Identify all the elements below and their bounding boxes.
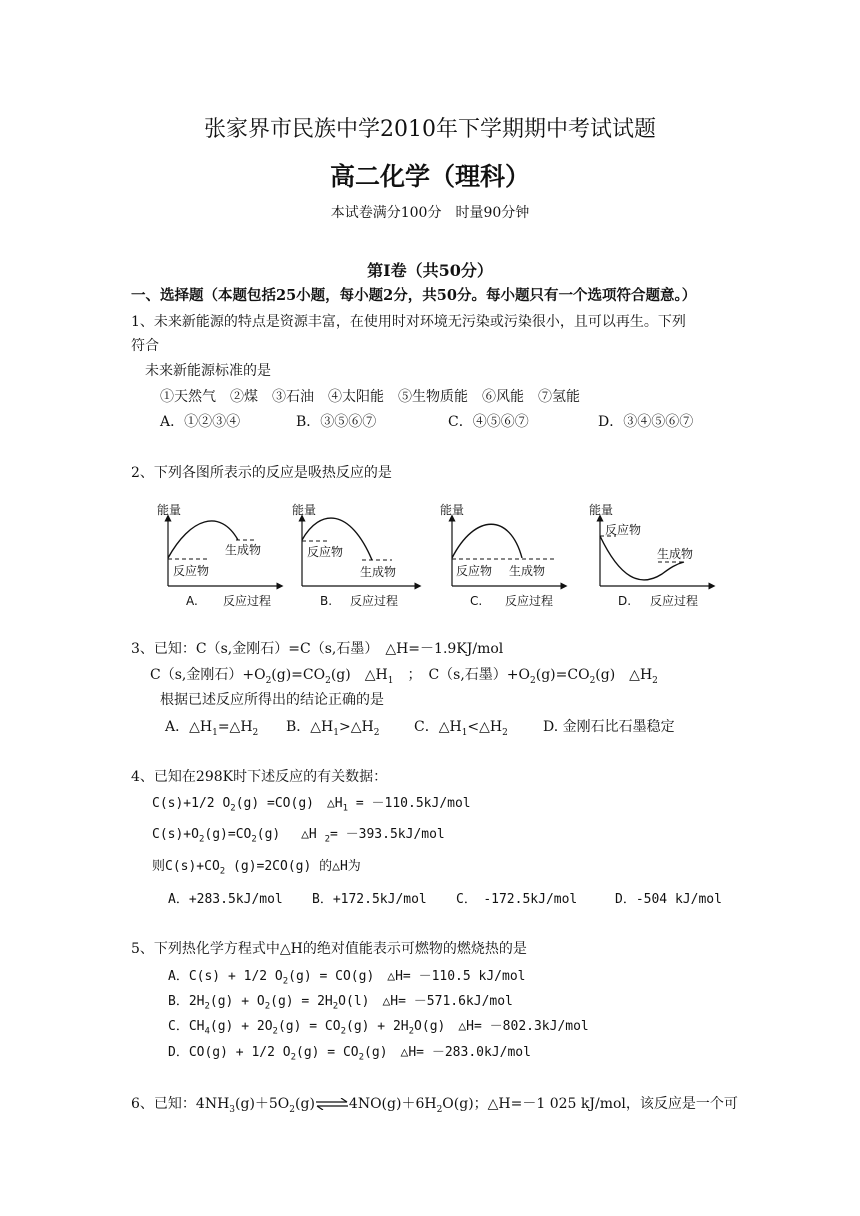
diagram-a — [157, 502, 280, 608]
exam-subtitle: 高二化学（理科） — [329, 162, 530, 191]
q1-line1: 1、未来新能源的特点是资源丰富，在使用时对环境无污染或污染很小，且可以再生。下列 — [131, 314, 686, 330]
q1-option-a: A．①②③④ — [160, 414, 241, 430]
equilibrium-arrow-icon — [315, 1098, 349, 1110]
diagram-c — [440, 502, 564, 608]
q1-items: ①天然气 ②煤 ③石油 ④太阳能 ⑤生物质能 ⑥风能 ⑦氢能 — [160, 389, 580, 405]
exam-title: 张家界市民族中学2010年下学期期中考试试题 — [204, 117, 656, 142]
diagram-c-curve — [452, 524, 522, 558]
section-instruction: 一、选择题（本题包括25小题，每小题2分，共50分。每小题只有一个选项符合题意。） — [131, 287, 697, 304]
exam-info: 本试卷满分100分 时量90分钟 — [330, 205, 530, 221]
q5-option-a: A．C(s) + 1/2 $O_2(g) = CO(g)$ △H= －110.5 kJ/mol — [168, 969, 526, 987]
diagram-b-reactant-label: 反应物 — [307, 545, 344, 559]
q1-line2: 符合 — [131, 338, 159, 354]
q4-eq1: C(s)+1/2 $O_2(g) =CO(g)$ $\triangle H_1 = -110.5kJ/mol$ — [152, 796, 471, 814]
diagram-d — [589, 502, 712, 608]
q5-option-d: D．CO(g) + 1/2 $O_2(g) = CO_2(g)$ △H= －283.0kJ/mol — [168, 1045, 531, 1063]
section-title: 第Ⅰ卷（共50分） — [367, 261, 493, 280]
diagram-b-product-label: 生成物 — [360, 565, 397, 579]
q4-option-a: A．+283.5kJ/mol — [168, 892, 283, 907]
diagram-a-product-label: 生成物 — [225, 543, 262, 557]
q3-option-b: B．$\triangle H_1>\triangle H_2$ — [286, 719, 380, 738]
q1-option-b: B．③⑤⑥⑦ — [296, 414, 377, 430]
q5-stem: 5、下列热化学方程式中△H的绝对值能表示可燃物的燃烧热的是 — [131, 941, 527, 957]
q4-option-d: D．-504 kJ/mol — [615, 892, 722, 907]
diagram-c-y-label: 能量 — [440, 503, 465, 517]
q4-eq3: 则$C(s)+CO_2$ (g)=2CO(g) 的△H为 — [152, 859, 361, 877]
q1-option-d: D．③④⑤⑥⑦ — [598, 414, 694, 430]
q5-option-b: B．$2H_2(g) + O_2(g) = 2H_2O(l)$ △H= －571.6kJ/mol — [168, 994, 513, 1012]
q3-line2: C（s,金刚石）$+O_2(g)=CO_2(g)$ $\triangle H_1$ ； C（s,石墨）$+O_2(g)=CO_2(g)$ $\triangle H_2$ — [150, 667, 658, 686]
q4-option-c: C． -172.5kJ/mol — [456, 892, 578, 907]
diagram-c-option: C. — [470, 594, 483, 608]
q2-stem: 2、下列各图所表示的反应是吸热反应的是 — [131, 465, 392, 481]
diagram-c-x-label: 反应过程 — [505, 594, 554, 608]
diagram-a-x-label: 反应过程 — [223, 594, 272, 608]
q5-option-c: C．$CH_4(g) + 2O_2(g) = CO_2(g) + 2H_2O(g)$ △H= －802.3kJ/mol — [168, 1019, 589, 1037]
diagram-d-product-label: 生成物 — [657, 547, 694, 561]
diagram-b-x-label: 反应过程 — [350, 594, 399, 608]
diagram-b-y-label: 能量 — [292, 503, 317, 517]
q3-option-a: A．$\triangle H_1=\triangle H_2$ — [165, 719, 259, 738]
diagram-a-y-label: 能量 — [157, 503, 182, 517]
diagram-d-y-label: 能量 — [589, 503, 614, 517]
diagram-c-product-label: 生成物 — [509, 564, 546, 578]
q3-option-d: D. 金刚石比石墨稳定 — [543, 719, 675, 735]
q4-option-b: B．+172.5kJ/mol — [312, 892, 427, 907]
q3-line3: 根据已述反应所得出的结论正确的是 — [160, 692, 384, 708]
q4-eq2: $C(s)+O_2(g)=CO_2(g)$ △H $_2$= －393.5kJ/mol — [152, 827, 445, 845]
diagram-b-option: B. — [320, 594, 333, 608]
q3-option-c: C．$\triangle H_1<\triangle H_2$ — [414, 719, 508, 738]
diagram-d-x-label: 反应过程 — [650, 594, 699, 608]
diagram-b — [292, 502, 418, 608]
q6-line1: 6、已知：$4NH_3(g)+5O_2(g)$ $4NO(g)+6H_2O(g)$；△H=－1 025 kJ/mol，该反应是一个可 — [131, 1096, 738, 1115]
diagram-c-reactant-label: 反应物 — [456, 564, 493, 578]
q1-line3: 未来新能源标准的是 — [145, 363, 271, 379]
q4-stem: 4、已知在298K时下述反应的有关数据： — [131, 769, 388, 785]
diagram-d-option: D. — [618, 594, 632, 608]
diagram-a-option: A. — [186, 594, 198, 608]
q1-option-c: C．④⑤⑥⑦ — [448, 414, 529, 430]
diagram-a-reactant-label: 反应物 — [173, 564, 210, 578]
diagram-d-reactant-label: 反应物 — [605, 523, 642, 537]
q3-line1: 3、已知：C（s,金刚石）=C（s,石墨） △H=－1.9KJ/mol — [131, 641, 504, 657]
q2-energy-diagrams — [150, 498, 720, 613]
